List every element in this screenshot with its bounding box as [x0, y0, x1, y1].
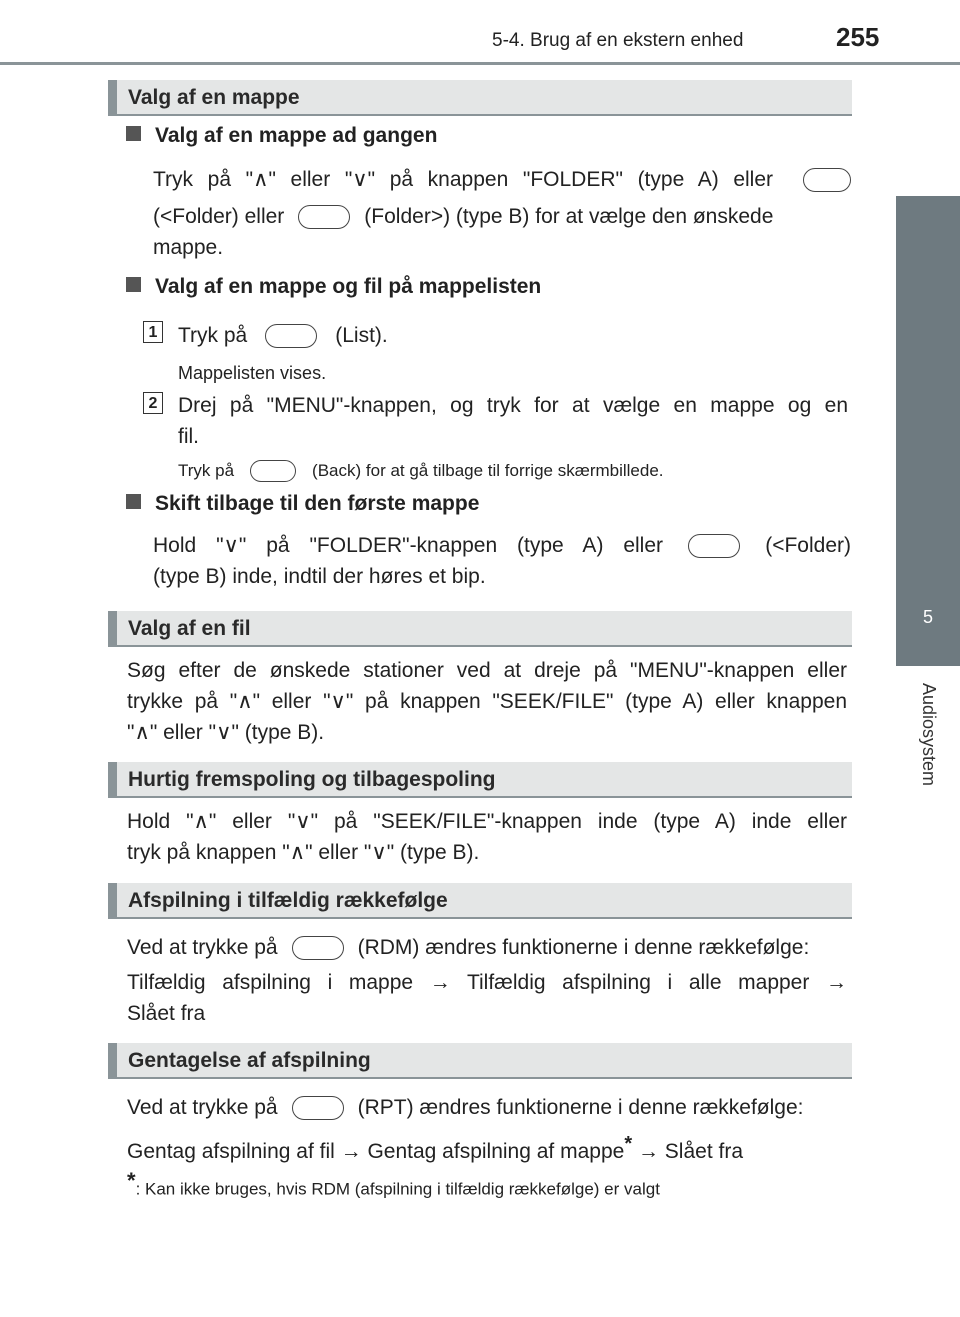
step-number-1: 1	[143, 321, 163, 343]
footnote: *: Kan ikke bruges, hvis RDM (afspilning i tilfældig rækkefølge) er valgt	[127, 1168, 660, 1199]
paragraph-fast-forward: Hold "∧" eller "∨" på "SEEK/FILE"-knappen inde (type A) inde eller tryk på knappen "∧" eller "∨" (type B).	[127, 810, 847, 864]
chapter-side-tab	[896, 196, 960, 666]
section-heading-repeat-playback	[108, 1043, 852, 1079]
bullet-square-icon	[126, 494, 141, 509]
section-heading-file-select	[108, 611, 852, 647]
paragraph-folder-buttons: Tryk på "∧" eller "∨" på knappen "FOLDER" (type A) eller (<Folder) eller (Folder>) (type B) for at vælge den ønskede mappe.	[153, 164, 851, 263]
header-divider	[0, 62, 960, 65]
step-number-2: 2	[143, 392, 163, 414]
rdm-button-icon	[292, 936, 344, 960]
section-title: Gentagelse af afspilning	[128, 1049, 371, 1072]
bullet-square-icon	[126, 277, 141, 292]
section-title: Valg af en fil	[128, 617, 251, 640]
chapter-number: 5	[922, 607, 933, 627]
rpt-button-icon	[292, 1096, 344, 1120]
folder-button-icon	[803, 168, 851, 192]
paragraph-first-folder: Hold "∨" på "FOLDER"-knappen (type A) eller (<Folder) (type B) inde, indtil der høres et bip.	[153, 534, 851, 588]
chapter-label: Audiosystem	[919, 683, 939, 787]
section-title: Valg af en mappe	[128, 86, 300, 109]
paragraph-repeat-playback: Ved at trykke på (RPT) ændres funktionerne i denne rækkefølge: Gentag afspilning af fil → Gentag afspilning af mappe* → Slået fra	[127, 1096, 804, 1163]
folder-prev-button-icon	[298, 205, 350, 229]
bullet-square-icon	[126, 126, 141, 141]
subheading-folder-one-at-a-time: Valg af en mappe ad gangen	[126, 124, 437, 148]
step-2-text: Drej på "MENU"-knappen, og tryk for at vælge en mappe og en fil.	[178, 394, 848, 448]
subheading-first-folder: Skift tilbage til den første mappe	[126, 492, 479, 516]
back-button-icon	[250, 460, 296, 482]
section-heading-random-playback	[108, 883, 852, 919]
paragraph-file-select: Søg efter de ønskede stationer ved at dreje på "MENU"-knappen eller trykke på "∧" eller "∨" på knappen "SEEK/FILE" (type A) eller knappen "∧" eller "∨" (type B).	[127, 659, 847, 744]
section-header-title: 5-4. Brug af en ekstern enhed	[492, 30, 744, 51]
list-button-icon	[265, 324, 317, 348]
page-number: 255	[836, 22, 880, 52]
subheading-folder-list: Valg af en mappe og fil på mappelisten	[126, 275, 541, 299]
section-heading-folder-select	[108, 80, 852, 116]
step-1-note: Mappelisten vises.	[178, 363, 327, 383]
paragraph-random-playback: Ved at trykke på (RDM) ændres funktionerne i denne rækkefølge: Tilfældig afspilning i mappe → Tilfældig afspilning i alle mapper → Slået fra	[127, 936, 847, 1025]
section-title: Hurtig fremspoling og tilbagespoling	[128, 768, 496, 791]
section-title: Afspilning i tilfældig rækkefølge	[128, 889, 448, 912]
section-heading-fast-forward	[108, 762, 852, 798]
folder-prev-button-icon	[688, 534, 740, 558]
step-1-text: Tryk på (List).	[178, 324, 388, 347]
step-2-note: Tryk på (Back) for at gå tilbage til forrige skærmbillede.	[178, 461, 664, 480]
